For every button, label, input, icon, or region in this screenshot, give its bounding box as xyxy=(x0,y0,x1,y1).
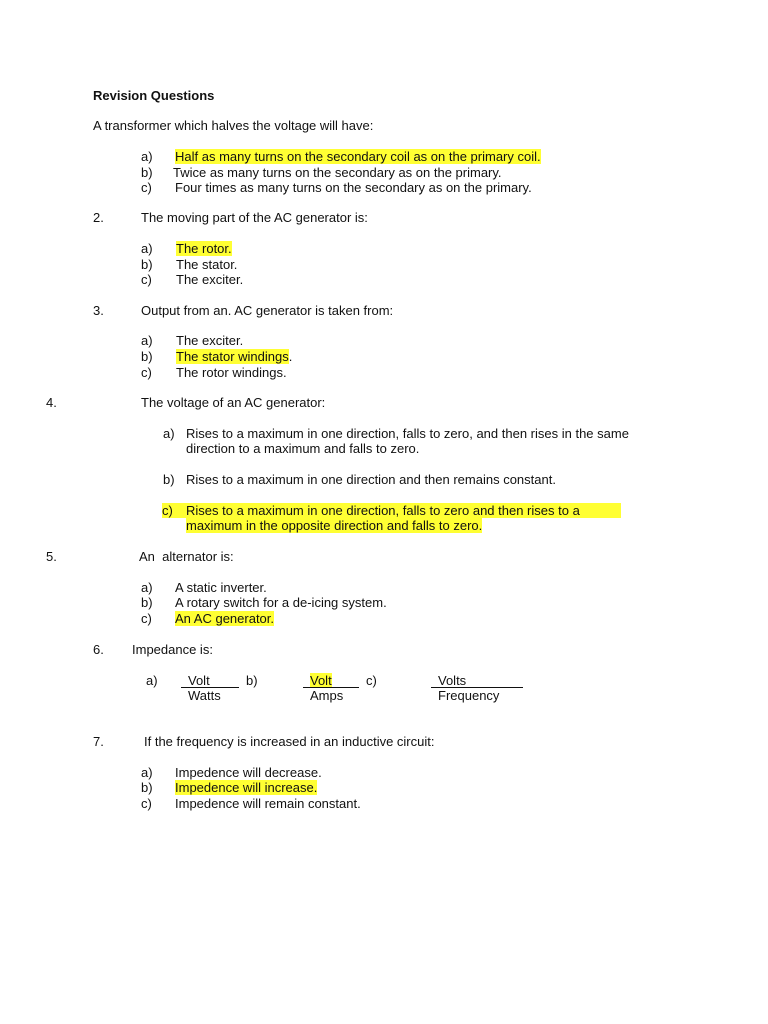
q3-option-b-label: b) xyxy=(141,349,153,364)
q2-option-c-label: c) xyxy=(141,272,152,287)
q3-option-c-label: c) xyxy=(141,365,152,380)
q2-option-c-text: The exciter. xyxy=(176,272,244,287)
q1-option-a-label: a) xyxy=(141,149,153,164)
q2-option-a-text: The rotor. xyxy=(176,241,232,256)
q6-option-c-denominator: Frequency xyxy=(438,688,500,703)
q3-option-b-text xyxy=(176,349,292,364)
q7-option-b-text: Impedence will increase. xyxy=(175,780,318,795)
question-3-number: 3. xyxy=(93,303,104,318)
q2-option-a-label: a) xyxy=(141,241,153,256)
q2-option-b-label: b) xyxy=(141,257,153,272)
q1-option-c-text: Four times as many turns on the secondary as on the primary. xyxy=(175,180,532,195)
q6-option-c-label: c) xyxy=(366,673,377,688)
q1-option-b-text: Twice as many turns on the secondary as on the primary. xyxy=(173,165,502,180)
question-4-number: 4. xyxy=(46,395,57,410)
q3-option-b-highlight: The stator windings xyxy=(176,349,289,364)
q4-option-c-line1: Rises to a maximum in one direction, falls to zero and then rises to a xyxy=(186,503,580,518)
q7-option-b-label: b) xyxy=(141,780,153,795)
q3-option-a-label: a) xyxy=(141,333,153,348)
q1-option-c-label: c) xyxy=(141,180,152,195)
q1-option-a-text: Half as many turns on the secondary coil as on the primary coil. xyxy=(175,149,541,164)
question-4-text: The voltage of an AC generator: xyxy=(141,395,326,410)
q1-option-b-label: b) xyxy=(141,165,153,180)
q5-option-b-label: b) xyxy=(141,595,153,610)
q5-option-c-label: c) xyxy=(141,611,152,626)
question-2-text: The moving part of the AC generator is: xyxy=(141,210,368,225)
q4-option-c-line2: maximum in the opposite direction and falls to zero. xyxy=(186,518,483,533)
q5-option-a-text: A static inverter. xyxy=(175,580,267,595)
q4-option-c-label: c) xyxy=(162,503,173,518)
q7-option-a-text: Impedence will decrease. xyxy=(175,765,322,780)
q6-option-b-numerator: Volt xyxy=(310,673,332,688)
q3-option-b-suffix: . xyxy=(288,349,293,364)
question-2-number: 2. xyxy=(93,210,104,225)
question-3-text: Output from an. AC generator is taken from: xyxy=(141,303,394,318)
question-7-number: 7. xyxy=(93,734,104,749)
page-title: Revision Questions xyxy=(93,88,215,103)
q6-option-c-numerator: Volts xyxy=(438,673,467,688)
q3-option-c-text: The rotor windings. xyxy=(176,365,287,380)
question-5-number: 5. xyxy=(46,549,57,564)
q6-option-a-numerator: Volt xyxy=(188,673,210,688)
q4-option-b-line1: Rises to a maximum in one direction and then remains constant. xyxy=(186,472,556,487)
q6-option-b-label: b) xyxy=(246,673,258,688)
q7-option-c-label: c) xyxy=(141,796,152,811)
q5-option-b-text: A rotary switch for a de-icing system. xyxy=(175,595,387,610)
q4-option-a-label: a) xyxy=(163,426,175,441)
q6-option-b-denominator: Amps xyxy=(310,688,344,703)
q6-option-a-label: a) xyxy=(146,673,158,688)
question-1-text: A transformer which halves the voltage will have: xyxy=(93,118,374,133)
q4-option-b-label: b) xyxy=(163,472,175,487)
q4-option-a-line1: Rises to a maximum in one direction, falls to zero, and then rises in the same xyxy=(186,426,629,441)
question-7-text: If the frequency is increased in an inductive circuit: xyxy=(144,734,435,749)
q7-option-c-text: Impedence will remain constant. xyxy=(175,796,361,811)
q4-option-a-line2: direction to a maximum and falls to zero. xyxy=(186,441,420,456)
question-5-text: An alternator is: xyxy=(139,549,234,564)
q3-option-a-text: The exciter. xyxy=(176,333,244,348)
question-6-text: Impedance is: xyxy=(132,642,213,657)
q4-option-c-line1-row xyxy=(162,503,621,518)
q5-option-a-label: a) xyxy=(141,580,153,595)
question-6-number: 6. xyxy=(93,642,104,657)
q6-option-a-denominator: Watts xyxy=(188,688,221,703)
q7-option-a-label: a) xyxy=(141,765,153,780)
q2-option-b-text: The stator. xyxy=(176,257,238,272)
q5-option-c-text: An AC generator. xyxy=(175,611,275,626)
